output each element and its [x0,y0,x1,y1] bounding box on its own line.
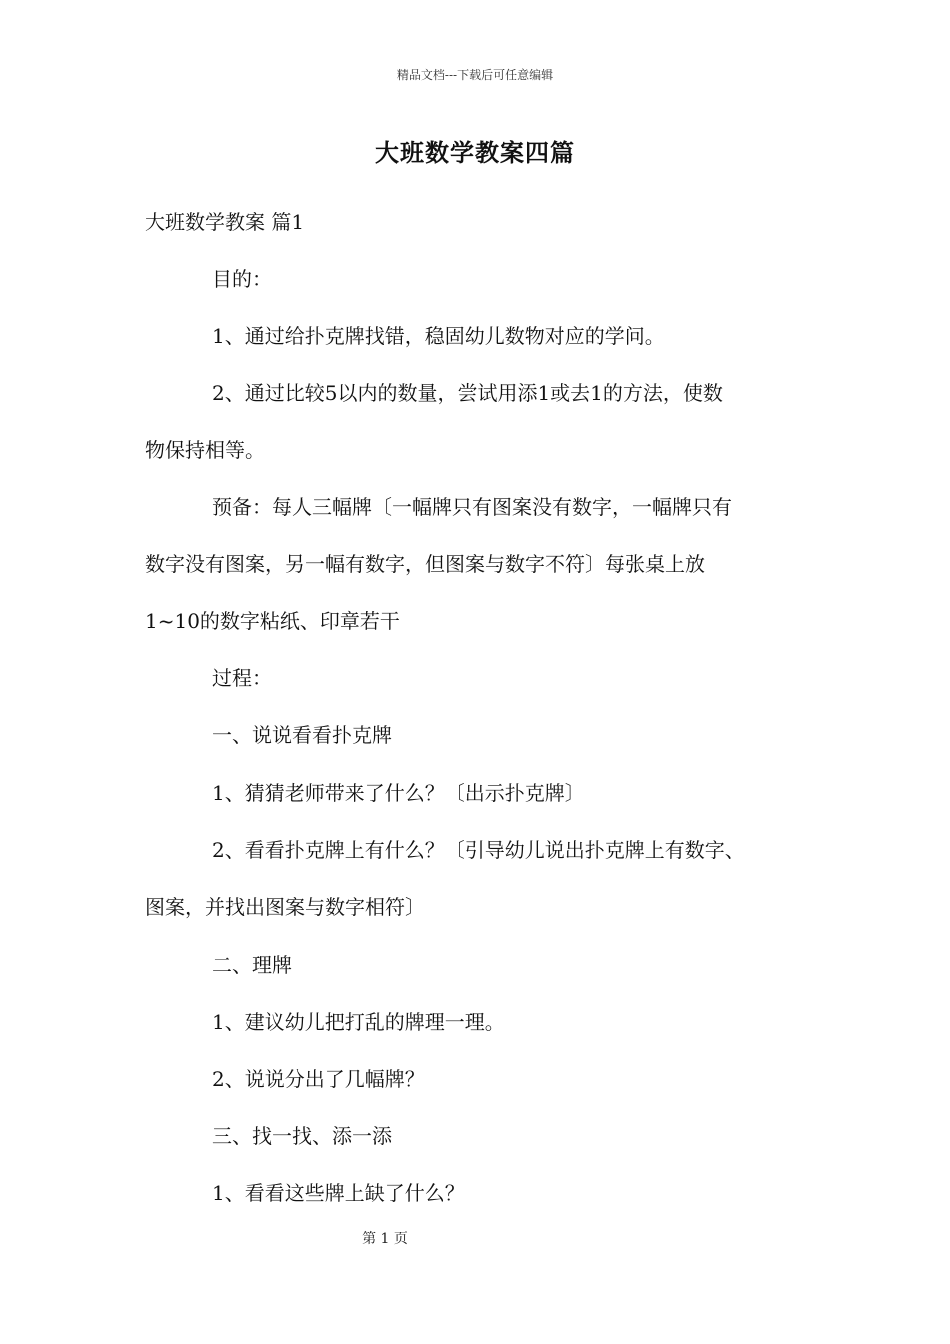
paragraph-line: 1、猜猜老师带来了什么？〔出示扑克牌〕 [212,781,585,805]
paragraph-line: 1~10的数字粘纸、印章若干 [145,609,400,633]
paragraph-line: 目的： [212,267,272,291]
section-heading: 大班数学教案 篇1 [145,210,305,234]
document-title: 大班数学教案四篇 [375,138,575,167]
paragraph-line: 2、通过比较5以内的数量，尝试用添1或去1的方法，使数 [212,381,723,405]
paragraph-line: 1、建议幼儿把打乱的牌理一理。 [212,1010,505,1034]
paragraph-line: 过程： [212,666,272,690]
paragraph-line: 数字没有图案，另一幅有数字，但图案与数字不符〕每张桌上放 [145,552,705,576]
paragraph-line: 预备：每人三幅牌〔一幅牌只有图案没有数字，一幅牌只有 [212,495,732,519]
paragraph-line: 2、看看扑克牌上有什么？〔引导幼儿说出扑克牌上有数字、 [212,838,745,862]
paragraph-line: 图案，并找出图案与数字相符〕 [145,895,425,919]
paragraph-line: 三、找一找、添一添 [212,1124,392,1148]
header-note: 精品文档---下载后可任意编辑 [396,68,554,82]
paragraph-line: 1、看看这些牌上缺了什么？ [212,1181,465,1205]
paragraph-line: 物保持相等。 [145,438,265,462]
paragraph-line: 2、说说分出了几幅牌？ [212,1067,425,1091]
paragraph-line: 一、说说看看扑克牌 [212,723,392,747]
paragraph-line: 二、理牌 [212,953,292,977]
paragraph-line: 1、通过给扑克牌找错，稳固幼儿数物对应的学问。 [212,324,665,348]
page-number: 第 1 页 [362,1231,408,1247]
